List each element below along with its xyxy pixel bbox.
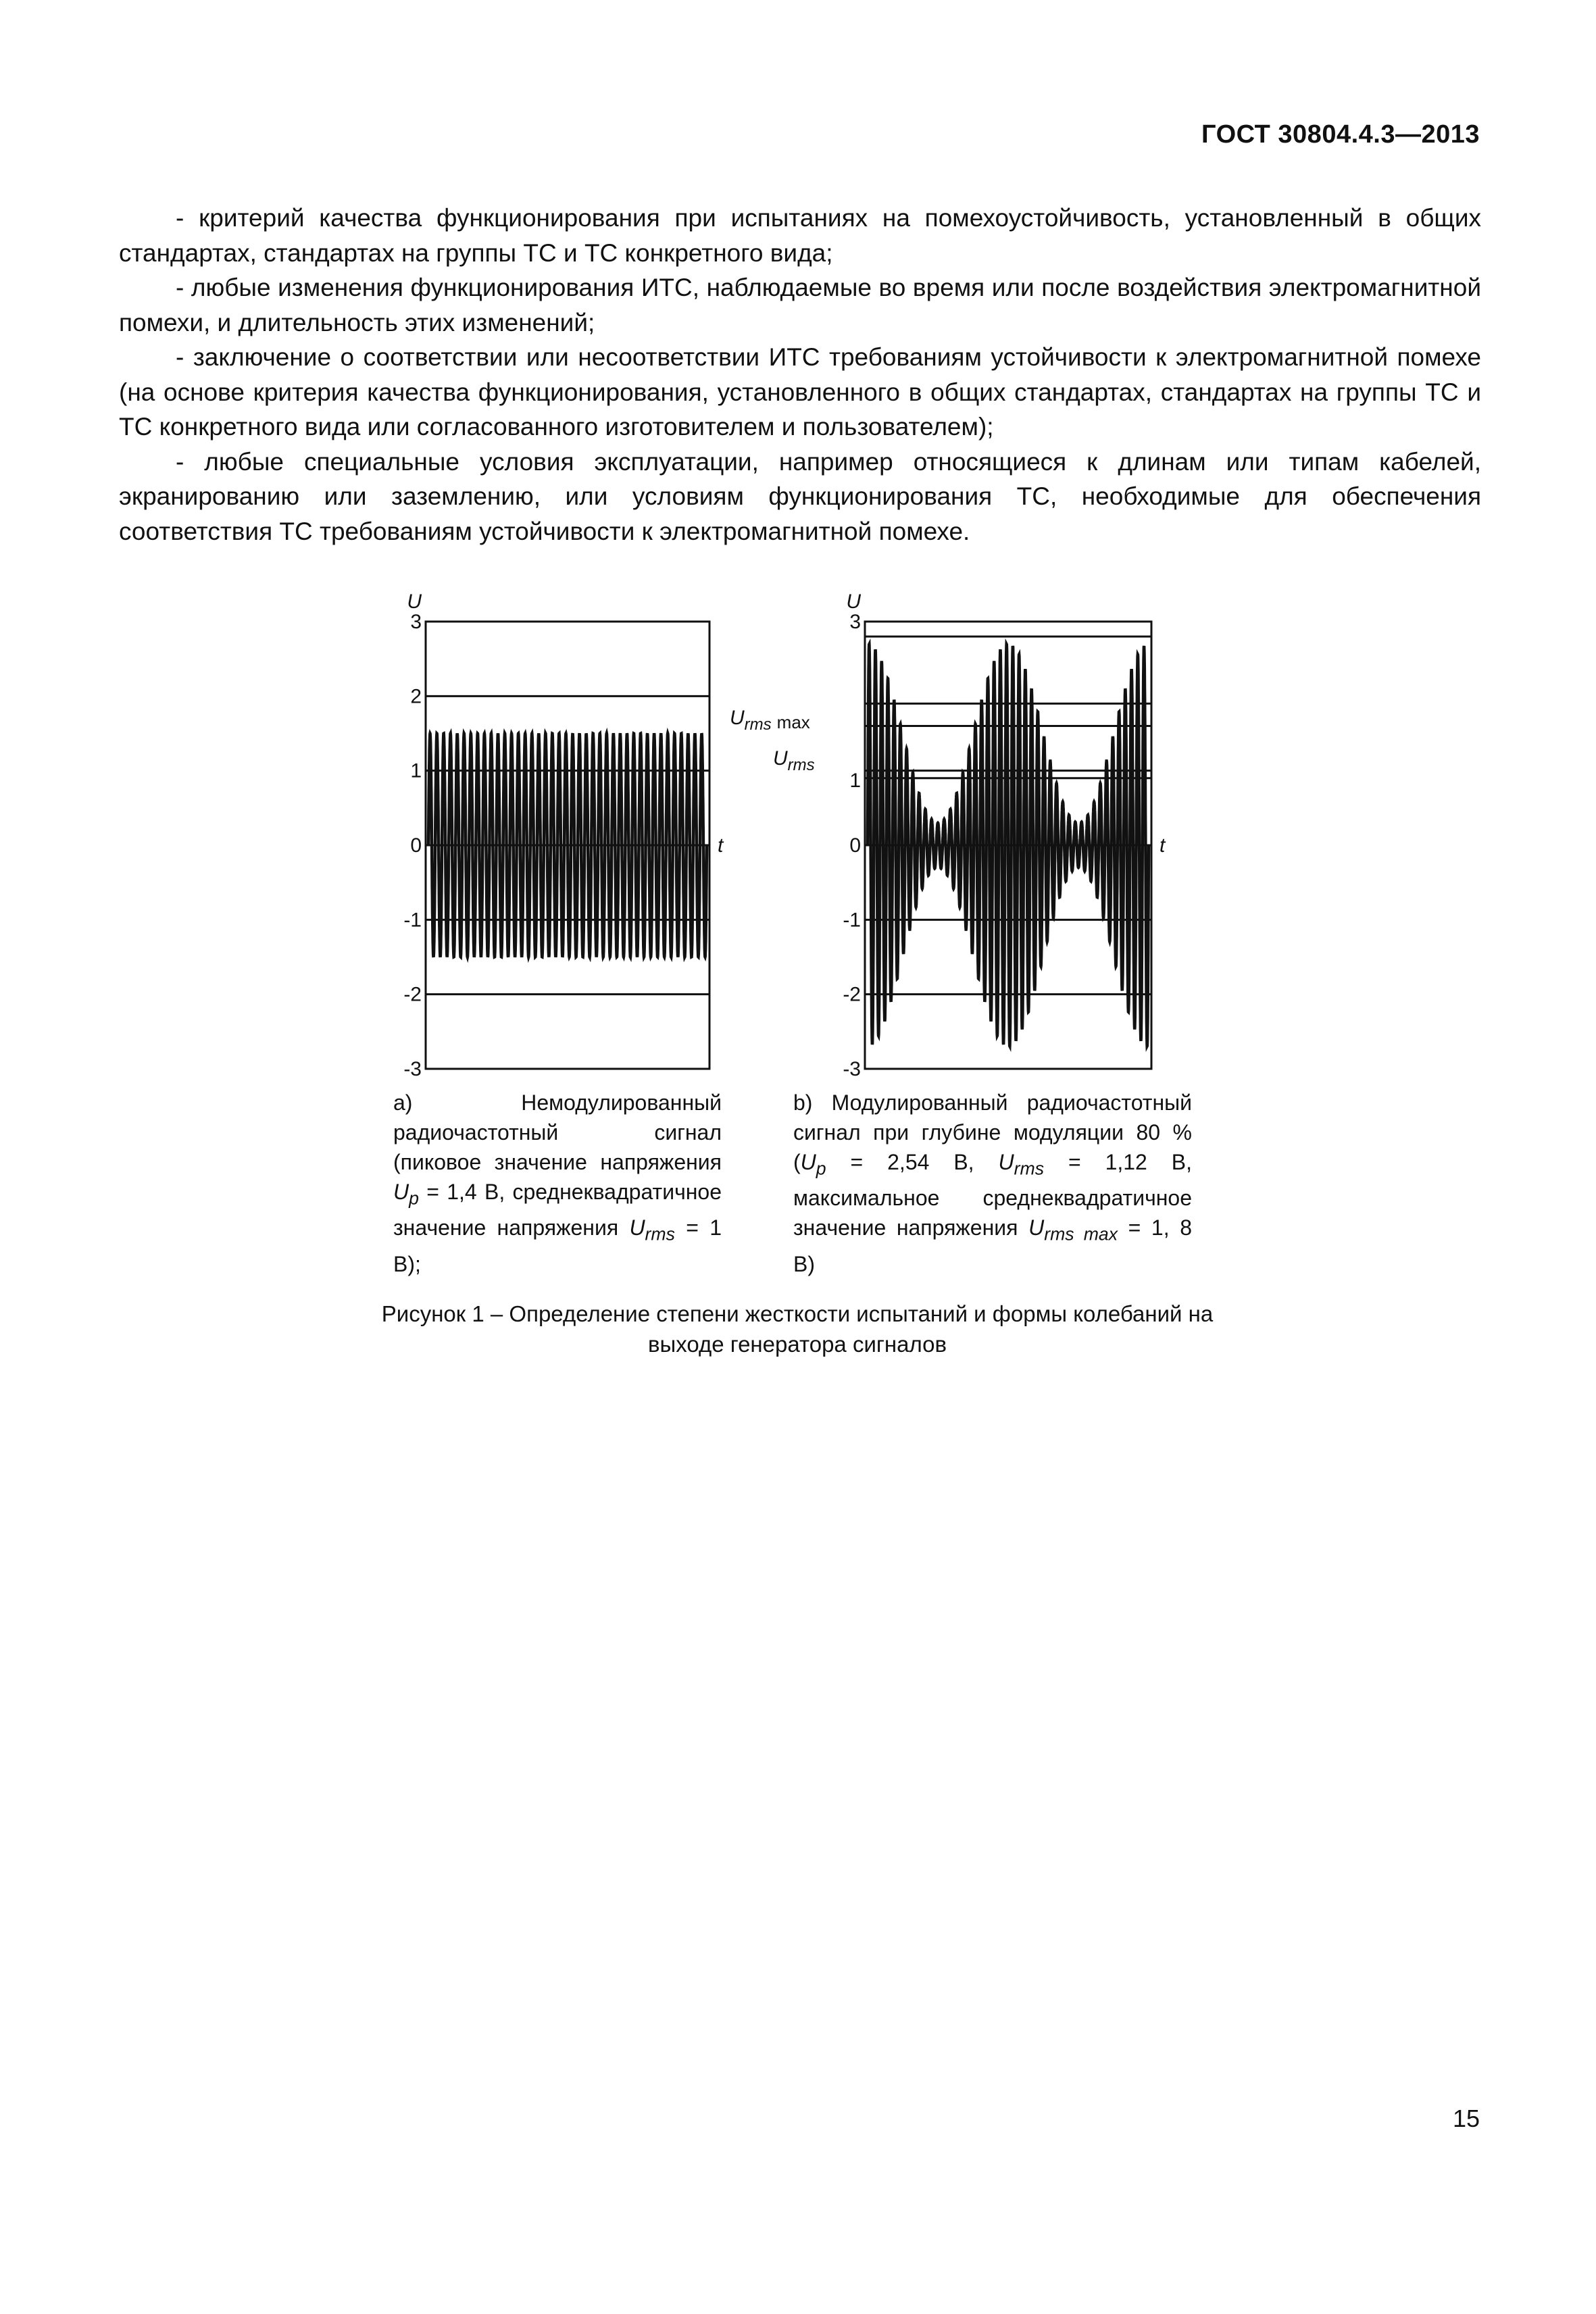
y-tick-label: 1 (410, 759, 422, 782)
y-tick-label-1: 1 (849, 770, 861, 792)
x-axis-label: t (1159, 834, 1166, 857)
x-axis-label: t (718, 834, 724, 857)
y-tick-label: -1 (843, 909, 861, 932)
y-tick-label: 2 (410, 685, 422, 708)
y-axis-label: U (846, 590, 861, 613)
paragraph: - заключение о соответствии или несоответствии ИТС требованиям устойчивости к электромагнитной помехе (на основе критерия качества функционирования, установленного в общих стандартах, стандартах на группы ТС и ТС конкретного вида или согласованного изготовителем и пользователем); (119, 343, 1481, 441)
subcaption-a (393, 1088, 722, 1279)
urms-max-label: $U_{rms}$ max (730, 707, 810, 734)
y-tick-label: -1 (403, 909, 422, 932)
symbol-u: U (393, 1180, 409, 1204)
y-axis-label: U (407, 590, 422, 613)
y-tick-label: -3 (843, 1058, 861, 1080)
y-tick-label: 3 (849, 611, 861, 633)
symbol-u: U (800, 1150, 816, 1174)
subcaption-b-text: = 1, 8 В) (793, 1215, 1193, 1276)
y-tick-label: -3 (403, 1058, 422, 1080)
symbol-u: U (1028, 1215, 1045, 1240)
chart-unmodulated-signal (351, 571, 757, 1084)
urms-label: $U_{rms}$ (773, 747, 815, 774)
y-tick-label: 3 (410, 611, 422, 633)
symbol-u: U (998, 1150, 1014, 1174)
symbol-sub: rms (1014, 1158, 1045, 1179)
document-code: ГОСТ 30804.4.3—2013 (1201, 120, 1480, 149)
signal-waveform (428, 734, 707, 957)
subcaption-b-text: = 1,12 В, максимальное среднеквадратичное значение напряжения (793, 1150, 1193, 1240)
y-tick-label: -2 (843, 983, 861, 1006)
subcaption-a-text: а) Немодулированный радиочастотный сигнал (пиковое значение напряжения (393, 1090, 722, 1174)
symbol-sub: p (409, 1188, 419, 1209)
subcaption-a-text: = 1,4 В, среднеквадратичное значение напряжения (393, 1180, 722, 1240)
subcaption-b-text: = 2,54 В, (826, 1150, 999, 1174)
symbol-u: U (629, 1215, 645, 1240)
y-tick-label: 0 (849, 834, 861, 857)
paragraph: - любые специальные условия эксплуатации, например относящиеся к длинам или типам кабелей, экранированию или заземлению, или условиям функционирования ТС, необходимые для обеспечения соответствия ТС требованиям устойчивости к электромагнитной помехе. (119, 447, 1481, 545)
subcaption-b (793, 1088, 1192, 1279)
figure-caption: Рисунок 1 – Определение степени жесткости испытаний и формы колебаний на выходе генератора сигналов (381, 1301, 1214, 1357)
chart-modulated-signal (730, 571, 1203, 1084)
subcaption-b-text: b) Модулированный радиочастотный сигнал при глубине модуляции 80 % ( (793, 1090, 1192, 1174)
paragraph: - критерий качества функционирования при испытаниях на помехоустойчивость, установленный в общих стандартах, стандартах на группы ТС и ТС конкретного вида; (119, 204, 1481, 267)
subcaption-a-text: = 1 В); (393, 1215, 722, 1276)
symbol-sub: rms (645, 1224, 675, 1244)
symbol-sub: p (816, 1158, 826, 1179)
y-tick-label: 0 (410, 834, 422, 857)
body-text (119, 201, 1481, 549)
paragraph: - любые изменения функционирования ИТС, наблюдаемые во время или после воздействия электромагнитной помехи, и длительность этих изменений; (119, 274, 1481, 336)
y-tick-label: -2 (403, 983, 422, 1006)
symbol-sub: rms max (1044, 1224, 1118, 1244)
page-number: 15 (1452, 2105, 1480, 2132)
